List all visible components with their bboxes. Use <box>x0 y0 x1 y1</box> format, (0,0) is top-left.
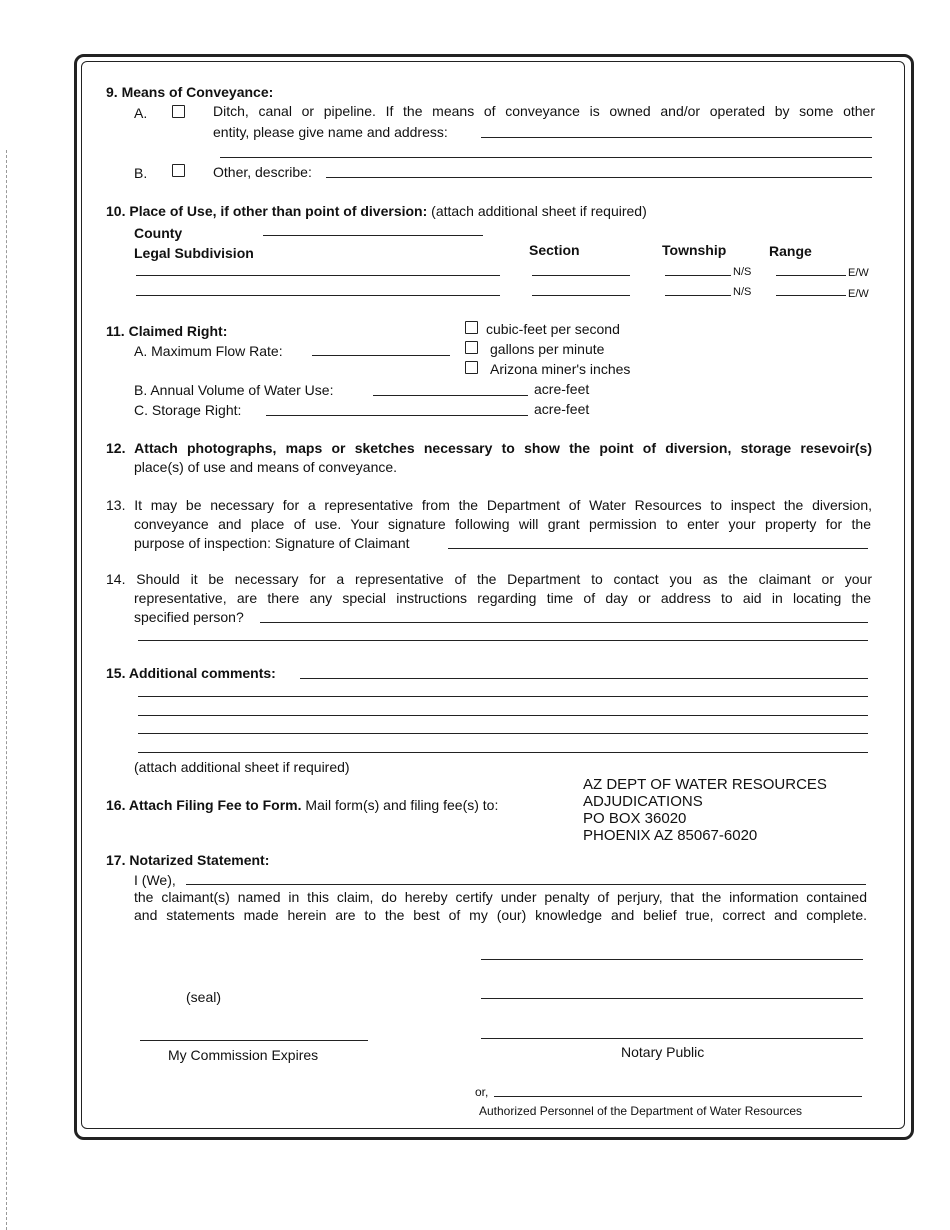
section-9a-line1: Ditch, canal or pipeline. If the means of conveyance is owned and/or operated by some other <box>213 103 875 119</box>
storage-right-label: C. Storage Right: <box>134 402 242 418</box>
county-label: County <box>134 225 183 241</box>
section-15-title: 15. Additional comments: <box>106 665 276 681</box>
max-flow-rate-field[interactable] <box>312 355 450 356</box>
legal-subdivision-field-2[interactable] <box>136 295 500 296</box>
section-12-line2: place(s) of use and means of conveyance. <box>134 459 398 475</box>
section-16-title: 16. Attach Filing Fee to Form. Mail form(s) and filing fee(s) to: <box>106 797 499 813</box>
miners-inches-checkbox[interactable] <box>465 361 478 374</box>
other-describe-field[interactable] <box>326 177 872 178</box>
ew-label-2: E/W <box>848 288 869 300</box>
certify-line-1: the claimant(s) named in this claim, do hereby certify under penalty of perjury, that the information contained <box>134 889 867 905</box>
ns-label-1: N/S <box>733 266 752 278</box>
gpm-label: gallons per minute <box>490 341 605 357</box>
i-we-label: I (We), <box>134 872 176 888</box>
annual-volume-label: B. Annual Volume of Water Use: <box>134 382 334 398</box>
conveyance-entity-field-2[interactable] <box>220 157 872 158</box>
storage-right-unit: acre-feet <box>534 401 590 417</box>
range-header: Range <box>769 243 812 259</box>
max-flow-rate-label: A. Maximum Flow Rate: <box>134 343 283 359</box>
claimant-signature-line-1[interactable] <box>481 959 863 960</box>
section-9-title: 9. Means of Conveyance: <box>106 84 274 100</box>
ew-label-1: E/W <box>848 267 869 279</box>
section-12-line1: 12. Attach photographs, maps or sketches necessary to show the point of diversion, storage resevoir(s) <box>106 440 872 456</box>
other-conveyance-checkbox[interactable] <box>172 164 185 177</box>
annual-volume-field[interactable] <box>373 395 528 396</box>
gpm-checkbox[interactable] <box>465 341 478 354</box>
authorized-personnel-field[interactable] <box>494 1096 862 1097</box>
section-9a-letter: A. <box>134 105 148 121</box>
township-field-1[interactable] <box>665 275 731 276</box>
section-9b-text: Other, describe: <box>213 164 312 180</box>
range-field-1[interactable] <box>776 275 846 276</box>
miners-inches-label: Arizona miner's inches <box>490 361 631 377</box>
ditch-checkbox[interactable] <box>172 105 185 118</box>
section-9b-letter: B. <box>134 165 148 181</box>
comments-field-1[interactable] <box>300 678 868 679</box>
section-14-line3: specified person? <box>134 609 244 625</box>
notary-public-field[interactable] <box>481 1038 863 1039</box>
legal-subdivision-label: Legal Subdivision <box>134 245 254 261</box>
commission-expires-field[interactable] <box>140 1040 368 1041</box>
attach-sheet-note: (attach additional sheet if required) <box>134 759 350 775</box>
section-14-line1: 14. Should it be necessary for a representative of the Department to contact you as the claimant or your <box>106 571 872 587</box>
comments-field-3[interactable] <box>138 715 868 716</box>
county-field[interactable] <box>263 235 483 236</box>
authorized-personnel-label: Authorized Personnel of the Department of Water Resources <box>479 1104 803 1118</box>
section-13-line2: conveyance and place of use. Your signature following will grant permission to enter your property for the <box>134 516 871 532</box>
address-line-2: ADJUDICATIONS <box>583 793 703 810</box>
section-11-title: 11. Claimed Right: <box>106 323 228 339</box>
conveyance-entity-field[interactable] <box>481 137 872 138</box>
section-9a-line2: entity, please give name and address: <box>213 124 448 140</box>
section-field-1[interactable] <box>532 275 630 276</box>
section-13-line1: 13. It may be necessary for a representative from the Department of Water Resources to inspect the diversion, <box>106 497 872 513</box>
cfs-checkbox[interactable] <box>465 321 478 334</box>
notary-public-label: Notary Public <box>621 1044 705 1060</box>
seal-label: (seal) <box>186 989 222 1005</box>
township-header: Township <box>662 242 727 258</box>
ns-label-2: N/S <box>733 286 752 298</box>
comments-field-4[interactable] <box>138 733 868 734</box>
section-header: Section <box>529 242 580 258</box>
address-line-3: PO BOX 36020 <box>583 810 687 827</box>
commission-expires-label: My Commission Expires <box>168 1047 319 1063</box>
special-instructions-field-2[interactable] <box>138 640 868 641</box>
claimant-signature-line-2[interactable] <box>481 998 863 999</box>
page-edge-mark <box>6 150 7 1230</box>
section-field-2[interactable] <box>532 295 630 296</box>
or-label: or, <box>475 1085 489 1099</box>
section-13-line3: purpose of inspection: Signature of Claimant <box>134 535 410 551</box>
special-instructions-field-1[interactable] <box>260 622 868 623</box>
address-line-1: AZ DEPT OF WATER RESOURCES <box>583 776 827 793</box>
claimant-names-field[interactable] <box>186 884 866 885</box>
legal-subdivision-field-1[interactable] <box>136 275 500 276</box>
comments-field-5[interactable] <box>138 752 868 753</box>
section-10-title: 10. Place of Use, if other than point of diversion: (attach additional sheet if required) <box>106 203 647 219</box>
section-14-line2: representative, are there any special instructions regarding time of day or address to aid in locating the <box>134 590 871 606</box>
section-17-title: 17. Notarized Statement: <box>106 852 270 868</box>
claimant-signature-field[interactable] <box>448 548 868 549</box>
address-line-4: PHOENIX AZ 85067-6020 <box>583 827 758 844</box>
storage-right-field[interactable] <box>266 415 528 416</box>
township-field-2[interactable] <box>665 295 731 296</box>
cfs-label: cubic-feet per second <box>486 321 620 337</box>
comments-field-2[interactable] <box>138 696 868 697</box>
certify-line-2: and statements made herein are to the best of my (our) knowledge and belief true, correct and complete. <box>134 907 867 923</box>
range-field-2[interactable] <box>776 295 846 296</box>
annual-volume-unit: acre-feet <box>534 381 590 397</box>
